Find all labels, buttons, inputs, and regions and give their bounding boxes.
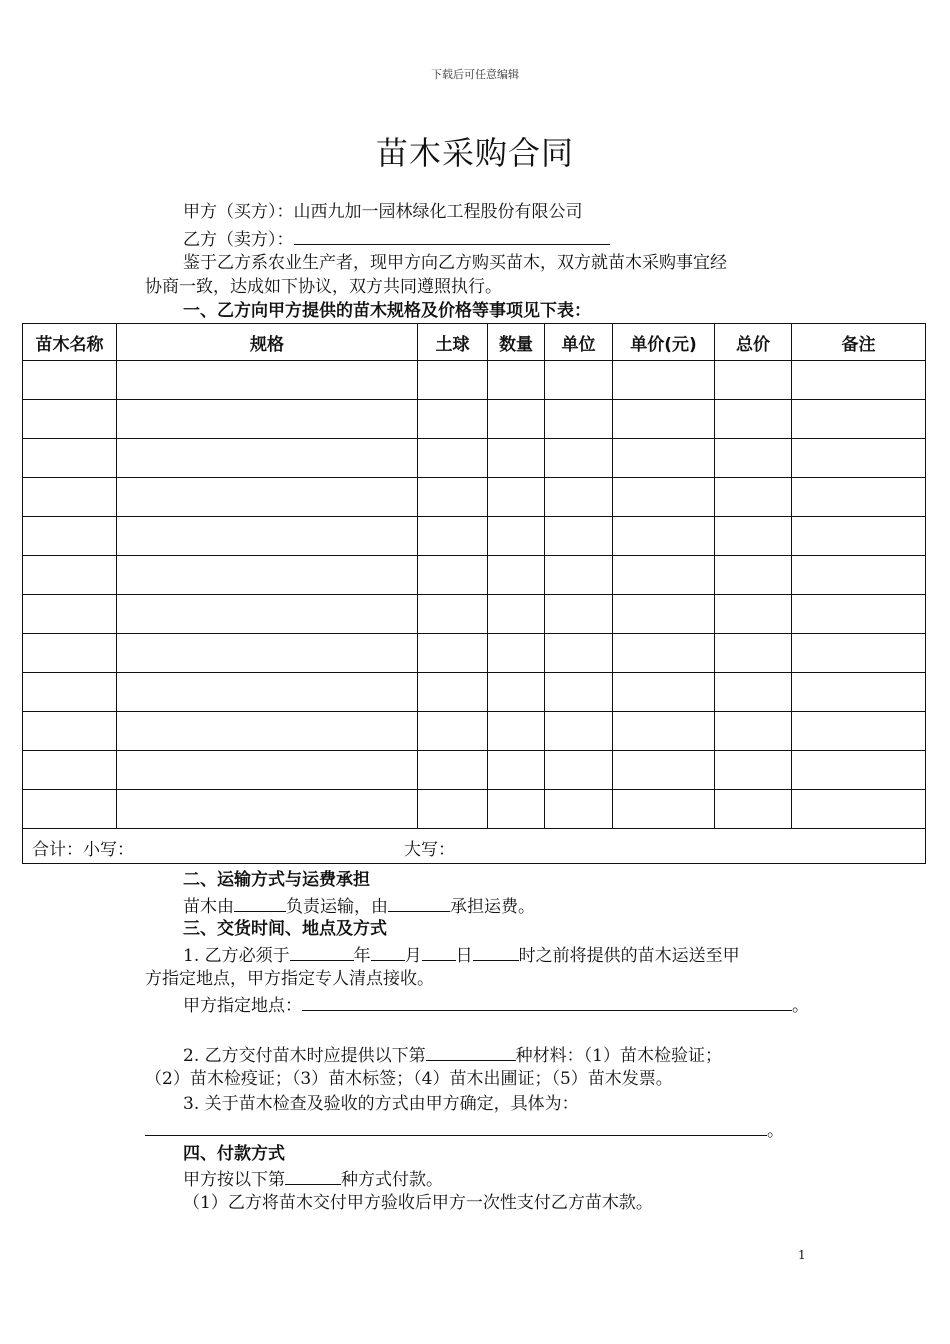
payment-method-blank[interactable] bbox=[285, 1166, 341, 1185]
table-cell[interactable] bbox=[613, 673, 715, 712]
table-cell[interactable] bbox=[418, 751, 488, 790]
table-cell[interactable] bbox=[792, 439, 926, 478]
table-cell[interactable] bbox=[613, 556, 715, 595]
s3-1-text-a: 1. 乙方必须于 bbox=[183, 946, 290, 966]
day-blank[interactable] bbox=[422, 942, 456, 961]
table-cell[interactable] bbox=[715, 478, 792, 517]
table-cell[interactable] bbox=[792, 751, 926, 790]
table-cell[interactable] bbox=[715, 361, 792, 400]
table-cell[interactable] bbox=[488, 751, 545, 790]
delivery-place-line bbox=[183, 992, 809, 1018]
section-3-item-1-cont: 方指定地点，甲方指定专人清点接收。 bbox=[145, 969, 434, 989]
header-note: 下载后可任意编辑 bbox=[431, 68, 519, 81]
table-cell[interactable] bbox=[545, 712, 613, 751]
s4-text-b: 种方式付款。 bbox=[341, 1170, 443, 1190]
table-cell[interactable] bbox=[792, 556, 926, 595]
period: 。 bbox=[792, 996, 809, 1016]
s4-text-a: 甲方按以下第 bbox=[183, 1170, 285, 1190]
table-row bbox=[23, 517, 926, 556]
table-cell[interactable] bbox=[117, 478, 418, 517]
table-cell[interactable] bbox=[488, 439, 545, 478]
table-cell[interactable] bbox=[715, 712, 792, 751]
table-cell[interactable] bbox=[545, 556, 613, 595]
table-cell[interactable] bbox=[418, 439, 488, 478]
table-cell[interactable] bbox=[488, 361, 545, 400]
table-cell[interactable] bbox=[117, 712, 418, 751]
delivery-place-label: 甲方指定地点： bbox=[183, 996, 302, 1016]
table-cell[interactable] bbox=[792, 478, 926, 517]
table-cell[interactable] bbox=[488, 517, 545, 556]
table-cell[interactable] bbox=[613, 790, 715, 829]
materials-blank[interactable] bbox=[426, 1042, 516, 1061]
table-cell[interactable] bbox=[613, 751, 715, 790]
s3-1-text-e: 时之前将提供的苗木运送至甲 bbox=[518, 946, 740, 966]
table-cell[interactable] bbox=[613, 439, 715, 478]
table-cell[interactable] bbox=[613, 634, 715, 673]
table-cell[interactable] bbox=[545, 478, 613, 517]
table-cell[interactable] bbox=[488, 478, 545, 517]
payment-option-1: （1）乙方将苗木交付甲方验收后甲方一次性支付乙方苗木款。 bbox=[183, 1193, 653, 1213]
table-row bbox=[23, 478, 926, 517]
period: 。 bbox=[767, 1121, 784, 1141]
table-row bbox=[23, 556, 926, 595]
table-cell[interactable] bbox=[715, 673, 792, 712]
inspection-method-blank[interactable] bbox=[145, 1117, 767, 1136]
table-cell[interactable] bbox=[23, 361, 117, 400]
s2-text-c: 承担运费。 bbox=[450, 897, 535, 917]
hour-blank[interactable] bbox=[473, 942, 519, 961]
table-cell[interactable] bbox=[715, 556, 792, 595]
party-b-blank[interactable] bbox=[294, 226, 610, 245]
col-header-rootball: 土球 bbox=[418, 324, 488, 361]
table-cell[interactable] bbox=[792, 361, 926, 400]
table-cell[interactable] bbox=[418, 673, 488, 712]
section-3-item-3: 3. 关于苗木检查及验收的方式由甲方确定，具体为： bbox=[183, 1094, 579, 1114]
table-cell[interactable] bbox=[488, 634, 545, 673]
table-cell[interactable] bbox=[23, 712, 117, 751]
table-cell[interactable] bbox=[117, 751, 418, 790]
table-cell[interactable] bbox=[117, 634, 418, 673]
party-a-line: 甲方（买方）：山西九加一园林绿化工程股份有限公司 bbox=[183, 202, 583, 222]
section-2-heading: 二、运输方式与运费承担 bbox=[183, 870, 370, 890]
table-cell[interactable] bbox=[418, 634, 488, 673]
freight-party-blank[interactable] bbox=[388, 893, 450, 912]
table-cell[interactable] bbox=[613, 400, 715, 439]
intro-line-2: 协商一致，达成如下协议，双方共同遵照执行。 bbox=[145, 277, 502, 297]
delivery-place-blank[interactable] bbox=[302, 992, 792, 1011]
table-cell[interactable] bbox=[488, 673, 545, 712]
table-cell[interactable] bbox=[117, 556, 418, 595]
table-cell[interactable] bbox=[117, 400, 418, 439]
s3-year-label: 年 bbox=[353, 946, 371, 966]
col-header-name: 苗木名称 bbox=[23, 324, 117, 361]
table-cell[interactable] bbox=[545, 517, 613, 556]
table-row bbox=[23, 790, 926, 829]
section-3-heading: 三、交货时间、地点及方式 bbox=[183, 919, 387, 939]
section-4-line bbox=[183, 1166, 443, 1192]
table-cell[interactable] bbox=[418, 361, 488, 400]
section-4-heading: 四、付款方式 bbox=[183, 1144, 285, 1164]
table-cell[interactable] bbox=[117, 517, 418, 556]
table-cell[interactable] bbox=[613, 712, 715, 751]
table-cell[interactable] bbox=[23, 595, 117, 634]
total-cell[interactable] bbox=[23, 829, 926, 864]
table-cell[interactable] bbox=[792, 634, 926, 673]
section-3-item-1 bbox=[183, 942, 740, 968]
transport-party-blank[interactable] bbox=[234, 893, 286, 912]
table-row bbox=[23, 751, 926, 790]
table-cell[interactable] bbox=[545, 361, 613, 400]
table-cell[interactable] bbox=[117, 673, 418, 712]
table-cell[interactable] bbox=[715, 634, 792, 673]
month-blank[interactable] bbox=[371, 942, 405, 961]
table-cell[interactable] bbox=[23, 634, 117, 673]
table-cell[interactable] bbox=[117, 790, 418, 829]
table-cell[interactable] bbox=[23, 439, 117, 478]
table-cell[interactable] bbox=[545, 634, 613, 673]
table-cell[interactable] bbox=[792, 712, 926, 751]
table-cell[interactable] bbox=[613, 595, 715, 634]
s3-day-label: 日 bbox=[455, 946, 473, 966]
total-small-label: 合计：小写： bbox=[32, 840, 134, 860]
col-header-spec: 规格 bbox=[117, 324, 418, 361]
intro-line-1: 鉴于乙方系农业生产者，现甲方向乙方购买苗木，双方就苗木采购事宜经 bbox=[183, 253, 727, 273]
table-cell[interactable] bbox=[418, 556, 488, 595]
table-cell[interactable] bbox=[117, 361, 418, 400]
table-cell[interactable] bbox=[117, 595, 418, 634]
page-title: 苗木采购合同 bbox=[375, 134, 574, 172]
table-row bbox=[23, 400, 926, 439]
table-cell[interactable] bbox=[23, 790, 117, 829]
table-cell[interactable] bbox=[418, 712, 488, 751]
page-number: 1 bbox=[798, 1248, 806, 1262]
table-cell[interactable] bbox=[545, 400, 613, 439]
table-cell[interactable] bbox=[418, 400, 488, 439]
table-cell[interactable] bbox=[715, 439, 792, 478]
table-cell[interactable] bbox=[613, 361, 715, 400]
table-cell[interactable] bbox=[23, 478, 117, 517]
table-cell[interactable] bbox=[792, 673, 926, 712]
section-2-line bbox=[183, 893, 535, 919]
table-cell[interactable] bbox=[418, 517, 488, 556]
party-b-label: 乙方（卖方）： bbox=[183, 230, 294, 250]
section-3-item-2-cont: （2）苗木检疫证；（3）苗木标签；（4）苗木出圃证；（5）苗木发票。 bbox=[145, 1069, 673, 1089]
table-cell[interactable] bbox=[715, 751, 792, 790]
table-cell[interactable] bbox=[418, 478, 488, 517]
table-row bbox=[23, 712, 926, 751]
table-cell[interactable] bbox=[23, 400, 117, 439]
table-cell[interactable] bbox=[488, 595, 545, 634]
table-cell[interactable] bbox=[545, 595, 613, 634]
s3-month-label: 月 bbox=[404, 946, 422, 966]
year-blank[interactable] bbox=[290, 942, 354, 961]
table-cell[interactable] bbox=[23, 556, 117, 595]
table-cell[interactable] bbox=[545, 751, 613, 790]
col-header-remarks: 备注 bbox=[792, 324, 926, 361]
table-row bbox=[23, 673, 926, 712]
table-cell[interactable] bbox=[613, 478, 715, 517]
table-row bbox=[23, 361, 926, 400]
total-big-label: 大写： bbox=[404, 840, 455, 860]
col-header-total-price: 总价 bbox=[715, 324, 792, 361]
col-header-unit: 单位 bbox=[545, 324, 613, 361]
table-cell[interactable] bbox=[488, 556, 545, 595]
table-cell[interactable] bbox=[545, 790, 613, 829]
table-cell[interactable] bbox=[715, 790, 792, 829]
section-3-item-2 bbox=[183, 1042, 722, 1068]
s2-text-a: 苗木由 bbox=[183, 897, 234, 917]
table-cell[interactable] bbox=[792, 517, 926, 556]
table-cell[interactable] bbox=[715, 517, 792, 556]
table-cell[interactable] bbox=[715, 595, 792, 634]
table-cell[interactable] bbox=[23, 751, 117, 790]
table-cell[interactable] bbox=[117, 439, 418, 478]
table-cell[interactable] bbox=[792, 400, 926, 439]
table-cell[interactable] bbox=[488, 712, 545, 751]
table-cell[interactable] bbox=[792, 595, 926, 634]
party-b-line bbox=[183, 226, 610, 252]
s3-2-text-b: 种材料：（1）苗木检验证； bbox=[515, 1046, 722, 1066]
table-cell[interactable] bbox=[545, 439, 613, 478]
table-total-row bbox=[23, 829, 926, 864]
table-row bbox=[23, 595, 926, 634]
items-table bbox=[22, 323, 926, 864]
table-cell[interactable] bbox=[545, 673, 613, 712]
table-cell[interactable] bbox=[418, 595, 488, 634]
table-header-row bbox=[23, 324, 926, 361]
table-cell[interactable] bbox=[418, 790, 488, 829]
table-cell[interactable] bbox=[23, 673, 117, 712]
inspection-method-line bbox=[145, 1117, 784, 1143]
table-cell[interactable] bbox=[488, 790, 545, 829]
table-cell[interactable] bbox=[715, 400, 792, 439]
table-row bbox=[23, 634, 926, 673]
section-1-heading: 一、乙方向甲方提供的苗木规格及价格等事项见下表： bbox=[183, 301, 591, 321]
table-cell[interactable] bbox=[792, 790, 926, 829]
table-cell[interactable] bbox=[23, 517, 117, 556]
table-cell[interactable] bbox=[613, 517, 715, 556]
s2-text-b: 负责运输，由 bbox=[286, 897, 388, 917]
col-header-unit-price: 单价(元) bbox=[613, 324, 715, 361]
col-header-quantity: 数量 bbox=[488, 324, 545, 361]
s3-2-text-a: 2. 乙方交付苗木时应提供以下第 bbox=[183, 1046, 426, 1066]
table-cell[interactable] bbox=[488, 400, 545, 439]
table-row bbox=[23, 439, 926, 478]
